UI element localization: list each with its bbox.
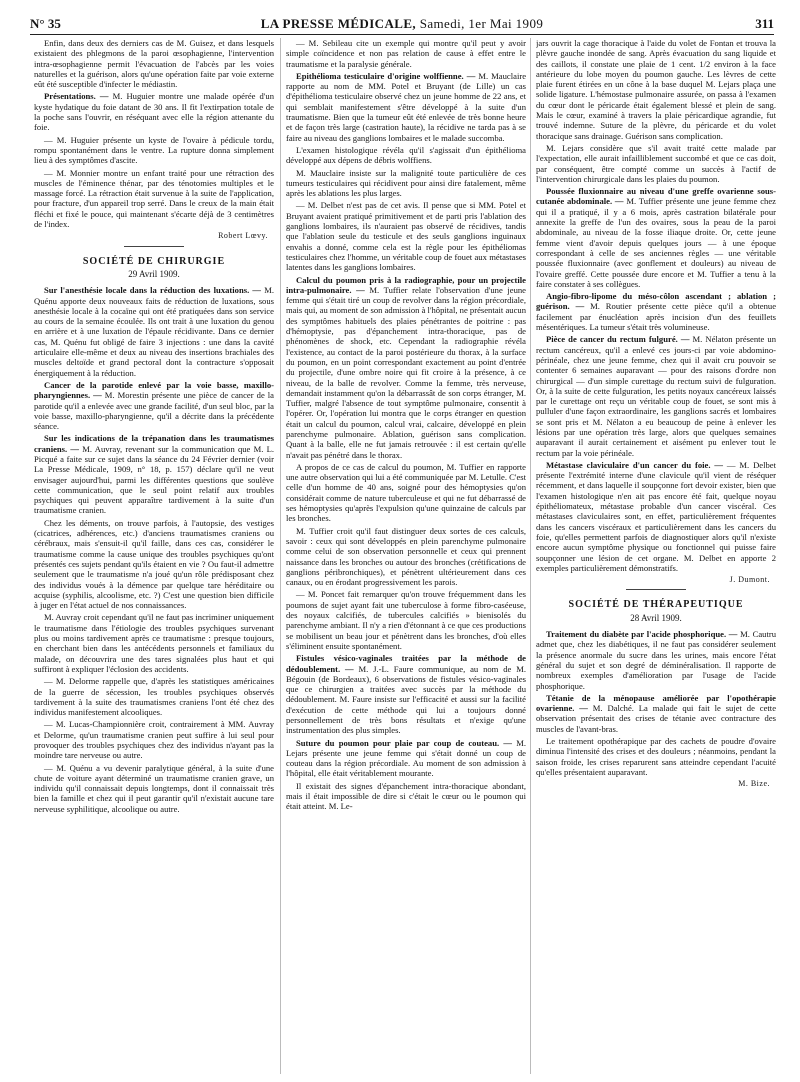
paragraph (286, 589, 526, 651)
section-date: 29 Avril 1909. (128, 268, 180, 279)
paragraph-text: jars ouvrit la cage thoracique à l'aide du volet de Fontan et trouva la plèvre gauche inondée de sang. Après évacuation du sang liquide et des caillots, il constate une plaie de 1 cent. 1/2 environ à la face antérieure du lobe moyen du poumon gauche. Les lèvres de cette plaie furent étirées en un cône à la base duquel M. Lejars plaça une solide ligature. L'hémostase pulmonaire assurée, on passa à l'examen du cœur dont le péricarde était également blessé et plein de sang. Mais le cœur, examiné à travers la plaie péricardique agrandie, fut trouvé indemne. Suture de la plèvre, du péricarde et du volet thoracique sans drainage. Guérison sans complication. (536, 38, 776, 141)
paragraph (286, 200, 526, 272)
paragraph-heading: Poussée fluxionnaire au niveau d'une greffe ovarienne sous-cutanée abdominale. — (536, 186, 776, 207)
paragraph-text: M. Dalché. La malade qui fait le sujet de cette observation présentait des crises de tétanie avec contracture des muscles de l'avant-bras. (536, 703, 776, 734)
paragraph (34, 719, 274, 760)
paragraph (34, 285, 274, 378)
paragraph-text: — M. Monnier montre un enfant traité pour une rétraction des muscles de l'éminence thénar, par des ténotomies multiples et le massage forcé. La rétraction était survenue à la suite de l'application, pour fracture, d'un appareil trop serré. Dans le creux de la main était fléchi et fixé le pouce, qui maintenant s'écarte déjà de 3 centimètres de l'index. (34, 167, 274, 230)
paragraph-text: M. Huguier montre une malade opérée d'un kyste hydatique du foie datant de 30 ans. Il fit l'extirpation totale de la poche sans l'ouvrir, en réséquant avec elle la région attenante du foie. (34, 91, 274, 133)
paragraph (34, 380, 274, 431)
paragraph (34, 612, 274, 674)
paragraph-text: A propos de ce cas de calcul du poumon, M. Tuffier en rapporte une autre observation qui lui a été communiquée par M. Letulle. C'est celle d'un homme de 40 ans, soigné pour des hémoptysies qu'on considérait comme de nature tuberculeuse et qui ne fut débarrassé de ses hémoptysies qu'après l'expulsion qu'une quinzaine de calculs par les bronches. (286, 461, 526, 524)
column-3 (536, 38, 776, 1074)
paragraph (286, 38, 526, 69)
paragraph (34, 38, 274, 89)
paragraph (34, 168, 274, 230)
author-signature: Robert Lœvy. (218, 231, 268, 241)
paragraph-text: M. Tuffier relate l'observation d'une jeune femme qui s'était tiré un coup de revolver dans la région précordiale, mais qui, au moment de son admission à l'hôpital, ne présentait aucun des symptômes habituels des plaies pénétrantes de poitrine : pas d'hémoptysie, pas d'épanchement intra-thoracique, pas de phénomènes de shock, etc. Cependant la radiographie révéla l'existence, au contact de la paroi postérieure du thorax, à la surface du poumon, en un point correspondant exactement au point d'entrée du projectile, d'une ombre noire qui fit croire à la présence, à ce niveau, de la balle de revolver. Comme la femme, très nerveuse, demandait instamment qu'on la débarrassât de son corps étranger, M. Tuffier, malgré l'absence de tout symptôme pulmonaire, consentit à l'opérer. Or, l'opération lui montra que le corps étranger en question était un calcul du poumon, calcul vrai, calcaire, développé en plein parenchyme pulmonaire. Ablation, guérison sans complication. Quant à la balle, elle ne fut jamais retrouvée : il est certain qu'elle n'avait pas pénétré dans le thorax. (286, 284, 526, 460)
paragraph-text: — M. Sebileau cite un exemple qui montre qu'il peut y avoir simple coïncidence et non pas relation de cause à effet entre le traumatisme et la paralysie générale. (286, 38, 526, 69)
paragraph-heading: Epithélioma testiculaire d'origine wolffienne. — (296, 70, 476, 81)
section-title: SOCIÉTÉ DE THÉRAPEUTIQUE (568, 599, 744, 611)
paragraph (536, 334, 776, 458)
paragraph-heading: Pièce de cancer du rectum fulguré. — (546, 334, 690, 345)
paragraph (536, 693, 776, 734)
paragraph (286, 275, 526, 460)
paragraph-heading: Fistules vésico-vaginales traitées par la méthode de dédoublement. — (286, 653, 526, 674)
paragraph (286, 145, 526, 166)
paragraph-text: M. Mauclaire insiste sur la malignité toute particulière de ces tumeurs testiculaires qui récidivent pour ainsi dire fatalement, même après les ablations les plus larges. (286, 167, 526, 199)
paragraph-text: M. Tuffier présente une jeune femme chez qui il a pratiqué, il y a 6 mois, après castration bilatérale pour annexite la greffe de l'un des ovaires, sous la peau de la paroi abdominale, au niveau de la fosse iliaque droite. Or, cette jeune femme vient d'avoir depuis quelques jours — à une époque correspondant à celle de ses anciennes règles — une véritable poussée fluxionnaire (avec gonflement et douleurs) au niveau de l'ovaire greffé. Cette poussée dure encore et M. Tuffier a tenu à la faire constater à ses collègues. (536, 196, 776, 289)
author-signature: M. Bize. (738, 779, 770, 789)
paragraph-heading: Tétanie de la ménopause améliorée par l'opothérapie ovarienne. — (536, 692, 776, 714)
paragraph-text: — M. Delbet n'est pas de cet avis. Il pense que si MM. Potel et Bruyant avaient pratiqué primitivement et de parti pris l'ablation des ganglions lombaires, ils n'auraient pas observé de récidives, tandis que l'ablation seule du testicule et des seuls ganglions inguinaux envahis a donné, comme cela est la règle pour les épithéliomas testiculaires chez l'homme, un véritable coup de fouet aux métastases latentes dans les ganglions lombaires. (286, 200, 526, 273)
paragraph-heading: Sur les indications de la trépanation dans les traumatismes craniens. — (34, 433, 274, 454)
paragraph (34, 91, 274, 132)
paragraph (34, 763, 274, 814)
paragraph-text: M. Nélaton présente un rectum cancéreux, qu'il a enlevé ces jours-ci par voie abdomino-périnéale, chez une jeune femme, chez qui il avait cru pouvoir se contenter 6 semaines auparavant — pour des raisons d'ordre non chirurgical — d'un simple curettage du rectum suivi de fulguration. Or, à la suite de cette fulguration, les petits noyaux cancéreux laissés par le curettage ont reçu un véritable coup de fouet, se sont mis à pulluler d'une façon extraordinaire, les ganglions sacrés et lombaires se sont pris et M. Nélaton a eu beaucoup de peine à enlever les lésions par une opération très large, alors que quelques semaines auparavant il aurait certainement et aisément pu enlever tout le rectum par la voie périnéale. (536, 334, 776, 458)
column-divider (530, 38, 531, 1074)
paragraph-text: M. Mauclaire rapporte au nom de MM. Potel et Bruyant (de Lille) un cas d'épithélioma testiculaire observé chez un jeune homme de 22 ans, et qui semblait manifestement s'être développé à la suite d'un traumatisme. Bien que la tumeur eût été enlevée de très bonne heure et de façon très large (castration haute), la récidive ne tarda pas à se faire au niveau des ganglions lombaires et le malade succomba. (286, 70, 526, 143)
paragraph-text: M. J.-L. Faure communique, au nom de M. Bégouin (de Bordeaux), 6 observations de fistules vésico-vaginales que ce chirurgien a traitées avec succès par la méthode du dédoublement. M. Faure insiste sur l'efficacité et aussi sur la facilité d'exécution de cette méthode qui lui a toujours donné personnellement de très bons résultats et n'exige qu'une instrumentation des plus simples. (286, 663, 526, 736)
paragraph (286, 462, 526, 524)
running-title (30, 16, 774, 32)
paragraph (286, 526, 526, 588)
paragraph-text: M. Lejars considère que s'il avait traité cette malade par l'expectation, elle aurait infailliblement succombé et que ce cas doit, par conséquent, être compté comme un succès à l'actif de l'intervention chirurgicale dans les plaies du poumon. (536, 142, 776, 184)
section-rule (626, 589, 686, 590)
paragraph-text: — M. Quénu a vu devenir paralytique général, à la suite d'une chute de voiture ayant déterminé un traumatisme cranien grave, un individu qu'il connaissait depuis longtemps, dont il connaissait très bien la famille et chez qui il peut garantir qu'il n'existait aucune tare nerveuse syphilitique, alcoolique ou autre. (34, 762, 274, 814)
paragraph-text: — M. Delorme rappelle que, d'après les statistiques américaines de la guerre de sécession, les troubles psychiques observés tardivement à la suite des traumatismes craniens l'ont été chez des individus manifestement alcooliques. (34, 676, 274, 718)
section-title: SOCIÉTÉ DE CHIRURGIE (82, 255, 226, 267)
paragraph-text: M. Lejars présente une jeune femme qui s'était donné un coup de couteau dans la région précordiale. Au moment de son admission à l'hôpital, elle était véritablement mourante. (286, 737, 526, 779)
journal-name: LA PRESSE MÉDICALE, (260, 16, 417, 31)
paragraph (34, 676, 274, 717)
paragraph-text: Il existait des signes d'épanchement intra-thoracique abondant, mais il était impossible de dire si c'était le cœur ou le poumon qui était atteint. M. Le- (286, 780, 526, 812)
paragraph-heading: Cancer de la parotide enlevé par la voie basse, maxillo-pharyngiennes. — (34, 379, 274, 401)
paragraph-text: Enfin, dans deux des derniers cas de M. Guisez, et dans lesquels existaient des phlegmons de la paroi œsophagienne, l'intervention intra-œsophagienne permit l'évacuation de l'abcès par les voies naturelles et la guérison, alors qu'une opération faite par voie externe eût été susceptible d'infecter le médiastin. (34, 38, 274, 90)
paragraph (536, 291, 776, 332)
paragraph-heading: Sur l'anesthésie locale dans la réduction des luxations. — (44, 285, 262, 296)
paragraph-text: M. Morestin présente une pièce de cancer de la parotide qu'il a enlevée avec une grande facilité, d'un seul bloc, par la voie basse, maxillo-pharyngienne, qu'il a décrite dans la précédente séance. (34, 390, 274, 432)
column-2 (286, 38, 526, 1074)
column-1 (34, 38, 274, 1074)
paragraph-heading: Angio-fibro-lipome du méso-côlon ascendant ; ablation ; guérison. — (536, 291, 776, 312)
paragraph-text: M. Tuffier croit qu'il faut distinguer deux sortes de ces calculs, savoir : ceux qui sont développés en plein parenchyme pulmonaire comme celui de son observation personnelle et ceux qui prennent naissance dans les bronches ou autour des bronches (crétifications de ganglions péribronchiques), et pénètrent ultérieurement dans ces canaux, ou en érodant progressivement les parois. (286, 525, 526, 588)
paragraph-text: — M. Poncet fait remarquer qu'on trouve fréquemment dans les poumons de sujet ayant fait une tuberculose à forme fibro-caséeuse, des noyaux calcifiés, de tubercules calcifiés » bienisolés du parenchyme ambiant. Il n'y a rien d'étonnant à ce que ces productions se mobilisent un beau jour et pénètrent dans les bronches, d'où elles s'éliminent ensuite spontanément. (286, 589, 526, 651)
header-rule (30, 34, 774, 35)
paragraph (536, 460, 776, 573)
paragraph-text: M. Routier présente cette pièce qu'il a obtenue facilement par énucléation après incision d'un des feuillets mésentériques. La tumeur s'était très volumineuse. (536, 301, 776, 333)
page-header (30, 12, 774, 34)
author-signature: J. Dumont. (729, 575, 770, 585)
paragraph (536, 38, 776, 141)
paragraph (34, 135, 274, 166)
paragraph-text: — M. Huguier présente un kyste de l'ovaire à pédicule tordu, rompu spontanément dans le ventre. La rupture donna simplement lieu à des symptômes d'ascite. (34, 134, 274, 166)
paragraph-heading: Calcul du poumon pris à la radiographie, pour un projectile intra-pulmonaire. — (286, 274, 526, 295)
paragraph-text: — M. Delbet présente l'extrémité interne d'une clavicule qu'il vient de réséquer récemment, et dans laquelle il soupçonne fort devoir exister, bien que l'examen histologique n'en ait pas encore été fait, quelque noyau épithéliomateux, métastase probable d'un cancer viscéral. Ces métastases claviculaires sont, en effet, particulièrement fréquentes dans les cancers viscéraux et particulièrement dans les cancers du foie, qu'elles permettent parfois de diagnostiquer alors qu'il n'existe encore aucun symptôme physique ou fonctionnel qui puisse faire soupçonner une lésion de cet organe. M. Delbet en apporte 2 exemples particulièrement démonstratifs. (536, 459, 776, 573)
paragraph (34, 433, 274, 515)
paragraph-text: M. Auvray, revenant sur la communication que M. L. Picqué a faite sur ce sujet dans la séance du 24 Février dernier (voir La Presse Médicale, 1909, n° 18, p. 157) déclare qu'il ne veut envisager aujourd'hui, parmi les différentes questions que soulève cette communication, que le seul point relatif aux troubles psychiques qui peuvent apparaître tardivement à la suite d'un traumatisme cranien. (34, 443, 274, 516)
paragraph-text: L'examen histologique révéla qu'il s'agissait d'un épithélioma développé aux dépens de débris wolffiens. (286, 144, 526, 166)
paragraph (536, 736, 776, 777)
paragraph (286, 738, 526, 779)
paragraph-heading: Traitement du diabète par l'acide phosphorique. — (546, 629, 738, 640)
paragraph-heading: Présentations. — (44, 91, 109, 102)
paragraph (536, 143, 776, 184)
issue-date: Samedi, 1er Mai 1909 (419, 16, 544, 31)
issue-number: N° 35 (30, 16, 61, 31)
paragraph-text: — M. Lucas-Championnière croit, contrairement à MM. Auvray et Delorme, qu'un traumatisme cranien peut suffire à lui seul pour provoquer des troubles psychiques chez des individus n'ayant pas la moindre tare nerveuse ou autre. (34, 719, 274, 761)
paragraph (34, 518, 274, 611)
page-number: 311 (755, 16, 774, 31)
paragraph-text: Chez les déments, on trouve parfois, à l'autopsie, des vestiges (cicatrices, adhérences, etc.) d'anciens traumatismes craniens ou cérébraux, mais s'ensuit-il qu'il faille, dans ces cas, considérer le traumatisme comme la cause unique des troubles psychiques qu'ont présentés ces sujets pendant qu'ils étaient en vie ? Ou faut-il admettre seulement que le traumatisme n'a joué qu'un rôle prédisposant chez des individus voués à la démence par quelque tare héréditaire ou acquise (syphilis, alcoolisme, etc. ?) C'est une question bien difficile à juger en l'état actuel de nos connaissances. (34, 517, 274, 611)
paragraph-heading: Suture du poumon pour plaie par coup de couteau. — (296, 737, 512, 748)
paragraph-text: M. Auvray croit cependant qu'il ne faut pas incriminer uniquement le traumatisme dans l'étiologie des troubles psychiques survenant plus ou moins tardivement après ce traumatisme : presque toujours, en cherchant bien dans les antécédents personnels et familiaux du malade, on découvrira une des tares signalées plus haut et qui suffiront à expliquer l'éclosion des accidents. (34, 612, 274, 674)
section-date: 28 Avril 1909. (630, 612, 682, 623)
paragraph (536, 629, 776, 691)
paragraph-heading: Métastase claviculaire d'un cancer du foie. — (546, 459, 724, 470)
section-rule (124, 246, 184, 247)
paragraph (286, 71, 526, 143)
paragraph-text: M. Quénu apporte deux nouveaux faits de réduction de luxations, sous anesthésie locale à la cocaïne qui ont été pratiquées dans son service au cours de la semaine écoulée. Ils ont trait à une luxation du genou en arrière et à une luxation de l'épaule récidivante. Dans ce dernier cas, M. Quénu fut obligé de faire 3 injections : une dans la cavité articulaire elle-même et deux au niveau des insertions brachiales des muscles deltoïde et grand pectoral dont la contracture s'opposait énergiquement à la réduction. (34, 285, 274, 378)
paragraph (536, 186, 776, 289)
paragraph-text: Le traitement opothérapique par des cachets de poudre d'ovaire diminua l'intensité des crises et des douleurs ; néanmoins, pendant la saison froide, les crises reparurent sans atteindre cependant l'acuité qu'elles présentaient auparavant. (536, 736, 776, 777)
paragraph (286, 653, 526, 735)
paragraph (286, 168, 526, 199)
paragraph (286, 781, 526, 812)
column-divider (280, 38, 281, 1074)
paragraph-text: M. Cautru admet que, chez les diabétiques, il ne faut pas considérer seulement la présence anormale du sucre dans les urines, mais encore l'état général du sujet et son degré de déminéralisation. Il rapporte de nombreux exemples d'amélioration par l'usage de l'acide phosphorique. (536, 629, 776, 691)
